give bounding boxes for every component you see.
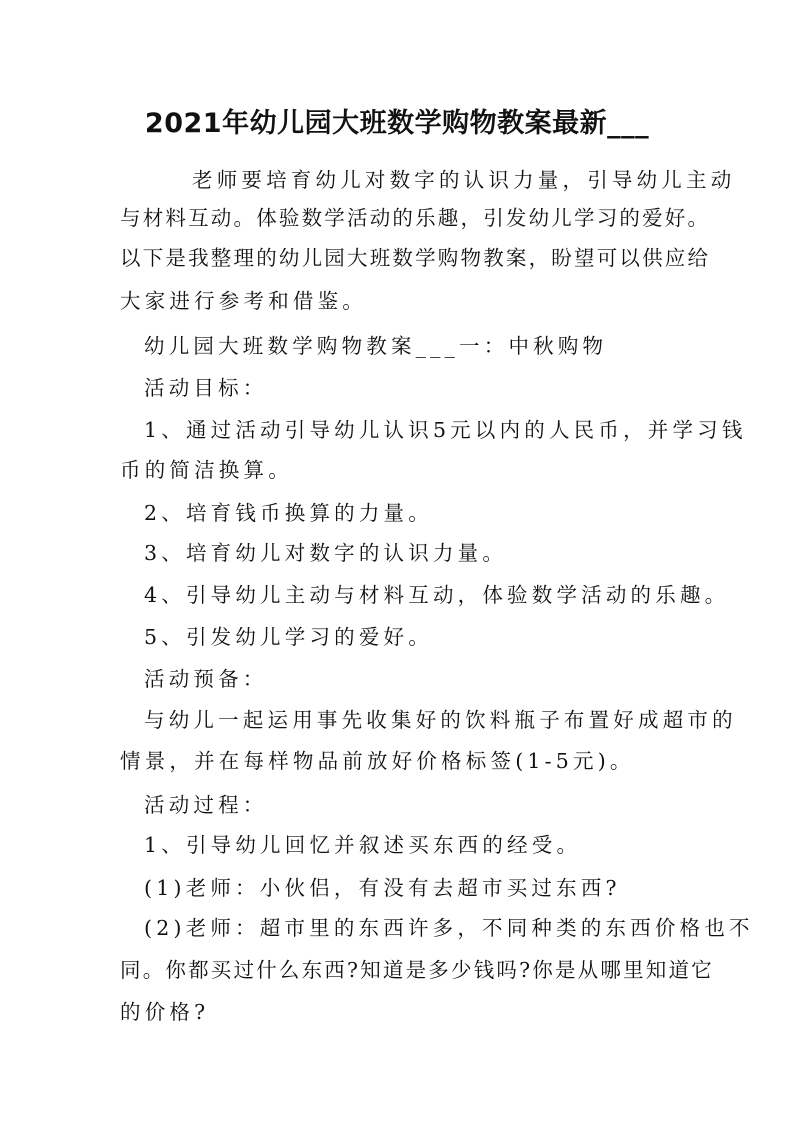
- section-heading: 活动目标：: [144, 376, 268, 400]
- list-item: (2)老师：超市里的东西许多，不同种类的东西价格也不: [144, 916, 754, 940]
- list-item: 5、引发幼儿学习的爱好。: [144, 625, 433, 649]
- document-title: 2021年幼儿园大班数学购物教案最新___: [144, 108, 650, 139]
- section-heading: 幼儿园大班数学购物教案___一：中秋购物: [144, 334, 608, 358]
- paragraph-line: 大家进行参考和借鉴。: [120, 289, 367, 313]
- list-item: 1、引导幼儿回忆并叙述买东西的经受。: [144, 833, 582, 857]
- section-heading: 活动预备：: [144, 667, 268, 691]
- list-item: 1、通过活动引导幼儿认识5元以内的人民币，并学习钱: [144, 418, 747, 442]
- list-item: (1)老师：小伙侣，有没有去超市买过东西?: [144, 876, 621, 900]
- paragraph-line: 情景，并在每样物品前放好价格标签(1-5元)。: [120, 749, 635, 773]
- list-item: 2、培育钱币换算的力量。: [144, 501, 433, 525]
- list-item: 3、培育幼儿对数字的认识力量。: [144, 541, 508, 565]
- list-item-continuation: 同。你都买过什么东西?知道是多少钱吗?你是从哪里知道它: [120, 958, 714, 982]
- paragraph-line: 老师要培育幼儿对数字的认识力量，引导幼儿主动: [192, 168, 736, 192]
- list-item-continuation: 的价格?: [120, 1000, 210, 1024]
- list-item: 4、引导幼儿主动与材料互动，体验数学活动的乐趣。: [144, 583, 730, 607]
- paragraph-line: 以下是我整理的幼儿园大班数学购物教案，盼望可以供应给: [120, 246, 711, 270]
- paragraph-line: 与幼儿一起运用事先收集好的饮料瓶子布置好成超市的: [144, 708, 737, 732]
- paragraph-line: 与材料互动。体验数学活动的乐趣，引发幼儿学习的爱好。: [120, 206, 711, 230]
- list-item-continuation: 币的简洁换算。: [120, 458, 293, 482]
- section-heading: 活动过程：: [144, 793, 268, 817]
